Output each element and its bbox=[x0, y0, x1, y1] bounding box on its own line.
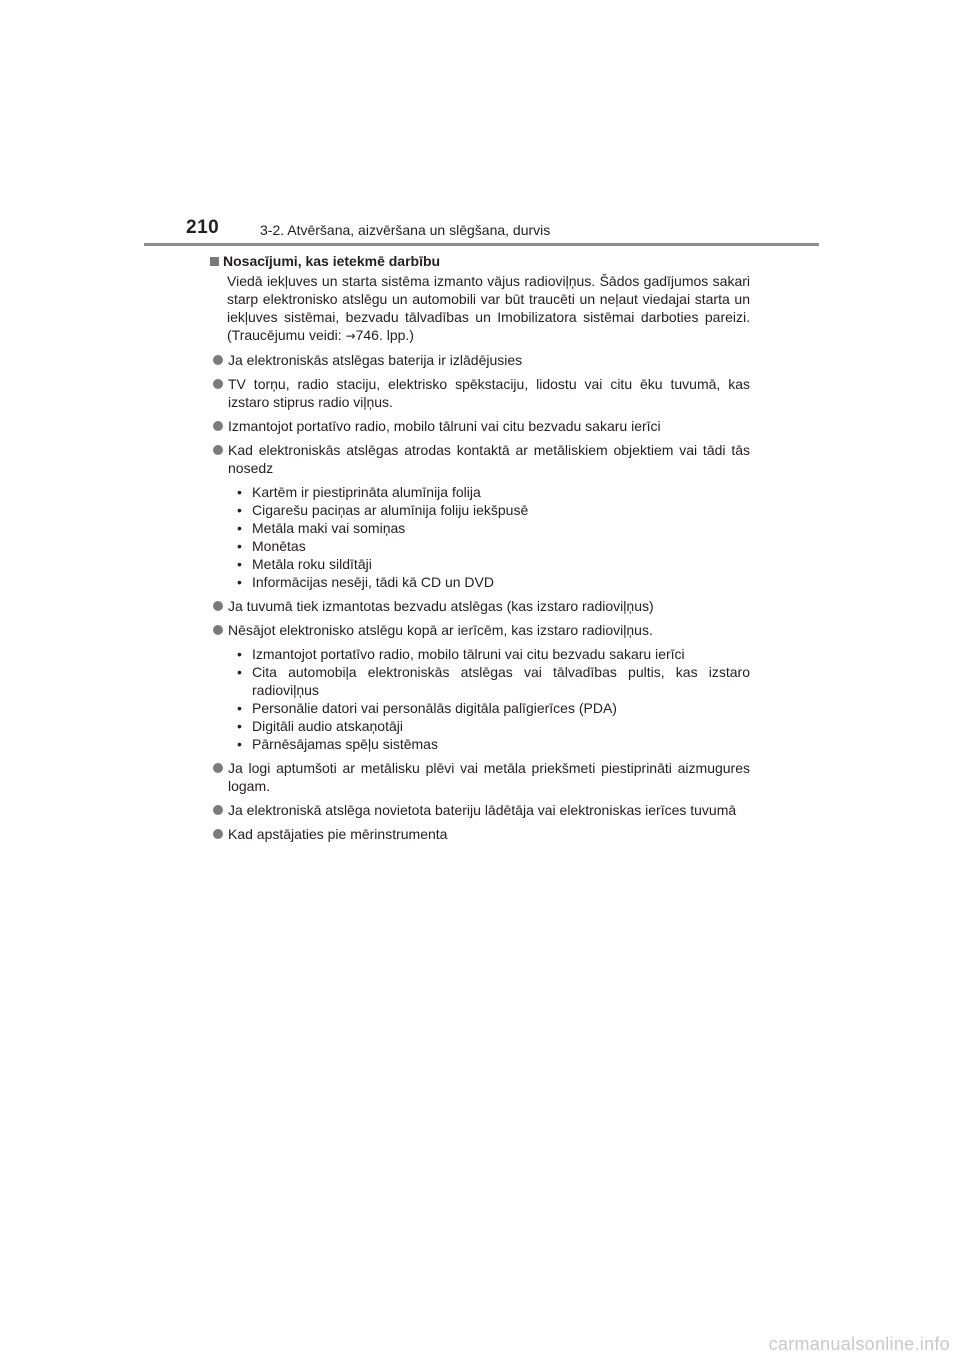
bullet-text: Ja tuvumā tiek izmantotas bezvadu atslēgas (kas izstaro radioviļņus) bbox=[228, 598, 654, 614]
sub-item-text: Personālie datori vai personālās digitāla palīgierīces (PDA) bbox=[252, 700, 617, 716]
sub-item-text: Metāla maki vai somiņas bbox=[252, 520, 406, 536]
bullet-item bbox=[210, 351, 750, 369]
bullet-body bbox=[228, 621, 750, 639]
watermark: carmanualsonline.info bbox=[768, 1334, 950, 1354]
bullet-item bbox=[210, 825, 750, 843]
sub-bullet-marker: • bbox=[237, 538, 242, 554]
sub-list bbox=[210, 645, 750, 753]
bullet-list bbox=[210, 351, 750, 843]
sub-bullet-marker: • bbox=[237, 700, 242, 716]
sub-bullet-marker: • bbox=[237, 718, 242, 734]
arrow-icon: → bbox=[345, 329, 356, 343]
page-number: 210 bbox=[186, 217, 220, 238]
bullet-body bbox=[228, 441, 750, 477]
bullet-body bbox=[228, 825, 750, 843]
round-bullet-icon bbox=[213, 355, 223, 365]
section-heading bbox=[210, 252, 750, 270]
sub-item bbox=[237, 501, 750, 519]
section-header: 3-2. Atvēršana, aizvēršana un slēgšana, durvis bbox=[260, 222, 551, 238]
intro-text: Viedā iekļuves un starta sistēma izmanto vājus radioviļņus. Šādos gadījumos sakari starp elektronisko atslēgu un automobili var būt traucēti un neļaut viedajai starta un iekļuves sistēmai, bezvadu tālvadības un Imobilizatora sistēmai darboties pareizi. (Traucējumu veidi: bbox=[227, 273, 750, 343]
sub-item-text: Izmantojot portatīvo radio, mobilo tālruni vai citu bezvadu sakaru ierīci bbox=[252, 646, 685, 662]
header-rule bbox=[144, 243, 819, 246]
sub-bullet-marker: • bbox=[237, 646, 242, 662]
sub-item-text: Informācijas nesēji, tādi kā CD un DVD bbox=[252, 574, 494, 590]
bullet-item bbox=[210, 801, 750, 819]
round-bullet-icon bbox=[213, 625, 223, 635]
bullet-text: Ja elektroniskās atslēgas baterija ir izlādējusies bbox=[228, 352, 523, 368]
sub-list bbox=[210, 483, 750, 591]
round-bullet-icon bbox=[213, 829, 223, 839]
sub-bullet-marker: • bbox=[237, 520, 242, 536]
bullet-text: Ja logi aptumšoti ar metālisku plēvi vai metāla priekšmeti piestiprināti aizmugures logam. bbox=[228, 760, 750, 794]
content bbox=[210, 252, 750, 843]
sub-bullet-marker: • bbox=[237, 502, 242, 518]
sub-item bbox=[237, 735, 750, 753]
bullet-item bbox=[210, 759, 750, 795]
bullet-text: Kad apstājaties pie mērinstrumenta bbox=[228, 826, 448, 842]
bullet-item bbox=[210, 375, 750, 411]
sub-bullet-marker: • bbox=[237, 736, 242, 752]
sub-bullet-marker: • bbox=[237, 664, 242, 680]
intro-page-ref: 746. lpp.) bbox=[355, 327, 414, 343]
sub-item-text: Cigarešu paciņas ar alumīnija foliju iekšpusē bbox=[252, 502, 529, 518]
bullet-text: Ja elektroniskā atslēga novietota bateriju lādētāja vai elektroniskas ierīces tuvumā bbox=[228, 802, 737, 818]
sub-item bbox=[237, 663, 750, 699]
bullet-item bbox=[210, 417, 750, 435]
sub-item-text: Metāla roku sildītāji bbox=[252, 556, 372, 572]
round-bullet-icon bbox=[213, 421, 223, 431]
bullet-body bbox=[228, 801, 750, 819]
sub-item bbox=[237, 645, 750, 663]
sub-item bbox=[237, 519, 750, 537]
bullet-body bbox=[228, 759, 750, 795]
sub-item bbox=[237, 483, 750, 501]
bullet-item bbox=[210, 441, 750, 477]
sub-item bbox=[237, 573, 750, 591]
intro-paragraph bbox=[210, 272, 750, 345]
sub-item-text: Kartēm ir piestiprināta alumīnija folija bbox=[252, 484, 481, 500]
bullet-text: Izmantojot portatīvo radio, mobilo tālruni vai citu bezvadu sakaru ierīci bbox=[228, 418, 661, 434]
sub-item bbox=[237, 537, 750, 555]
sub-bullet-marker: • bbox=[237, 556, 242, 572]
bullet-text: TV torņu, radio staciju, elektrisko spēkstaciju, lidostu vai citu ēku tuvumā, kas izstaro stiprus radio viļņus. bbox=[228, 376, 750, 410]
round-bullet-icon bbox=[213, 379, 223, 389]
bullet-text: Kad elektroniskās atslēgas atrodas kontaktā ar metāliskiem objektiem vai tādi tās nosedz bbox=[228, 442, 750, 476]
bullet-body bbox=[228, 597, 750, 615]
bullet-body bbox=[228, 417, 750, 435]
sub-bullet-marker: • bbox=[237, 574, 242, 590]
sub-item-text: Cita automobiļa elektroniskās atslēgas vai tālvadības pultis, kas izstaro radioviļņus bbox=[252, 664, 750, 698]
bullet-body bbox=[228, 375, 750, 411]
sub-item-text: Digitāli audio atskaņotāji bbox=[252, 718, 403, 734]
square-bullet-icon bbox=[210, 257, 219, 266]
sub-item-text: Pārnēsājamas spēļu sistēmas bbox=[252, 736, 438, 752]
section-heading-text: Nosacījumi, kas ietekmē darbību bbox=[223, 253, 441, 269]
sub-bullet-marker: • bbox=[237, 484, 242, 500]
round-bullet-icon bbox=[213, 445, 223, 455]
round-bullet-icon bbox=[213, 763, 223, 773]
bullet-item bbox=[210, 621, 750, 639]
sub-item bbox=[237, 555, 750, 573]
sub-item-text: Monētas bbox=[252, 538, 306, 554]
sub-item bbox=[237, 717, 750, 735]
bullet-text: Nēsājot elektronisko atslēgu kopā ar ierīcēm, kas izstaro radioviļņus. bbox=[228, 622, 653, 638]
round-bullet-icon bbox=[213, 805, 223, 815]
sub-item bbox=[237, 699, 750, 717]
bullet-item bbox=[210, 597, 750, 615]
bullet-body bbox=[228, 351, 750, 369]
round-bullet-icon bbox=[213, 601, 223, 611]
